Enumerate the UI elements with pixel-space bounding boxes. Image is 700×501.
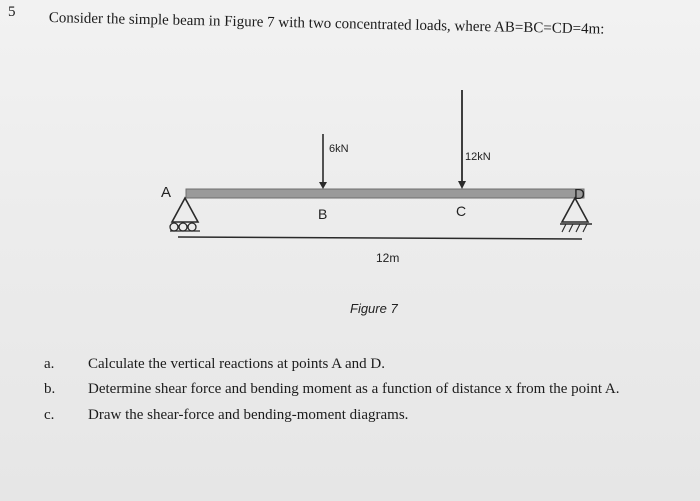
question-number: 5 [8, 4, 16, 20]
beam [186, 189, 584, 198]
label-point-c: C [456, 203, 467, 219]
label-point-b: B [318, 206, 328, 222]
question-text: Consider the simple beam in Figure 7 with two concentrated loads, where AB=BC=CD=4m: [48, 10, 605, 38]
part-c-letter: c. [44, 407, 55, 423]
label-point-a: A [161, 184, 172, 201]
load-label-6kn: 6kN [329, 143, 349, 155]
span-label: 12m [376, 251, 400, 265]
part-b-text: Determine shear force and bending moment as a function of distance x from the point A. [88, 381, 620, 397]
span-dimension-line [178, 237, 582, 239]
part-c-text: Draw the shear-force and bending-moment diagrams. [88, 407, 409, 423]
load-label-12kn: 12kN [465, 151, 491, 163]
part-a-letter: a. [44, 356, 55, 372]
part-a-text: Calculate the vertical reactions at points A and D. [88, 356, 385, 372]
pin-support-d [560, 198, 592, 232]
label-point-d: D [574, 186, 585, 203]
load-arrow-b [319, 134, 327, 189]
load-arrow-c [458, 90, 466, 189]
figure-caption: Figure 7 [350, 301, 398, 316]
roller-support-a [170, 198, 200, 231]
part-b-letter: b. [44, 381, 56, 397]
